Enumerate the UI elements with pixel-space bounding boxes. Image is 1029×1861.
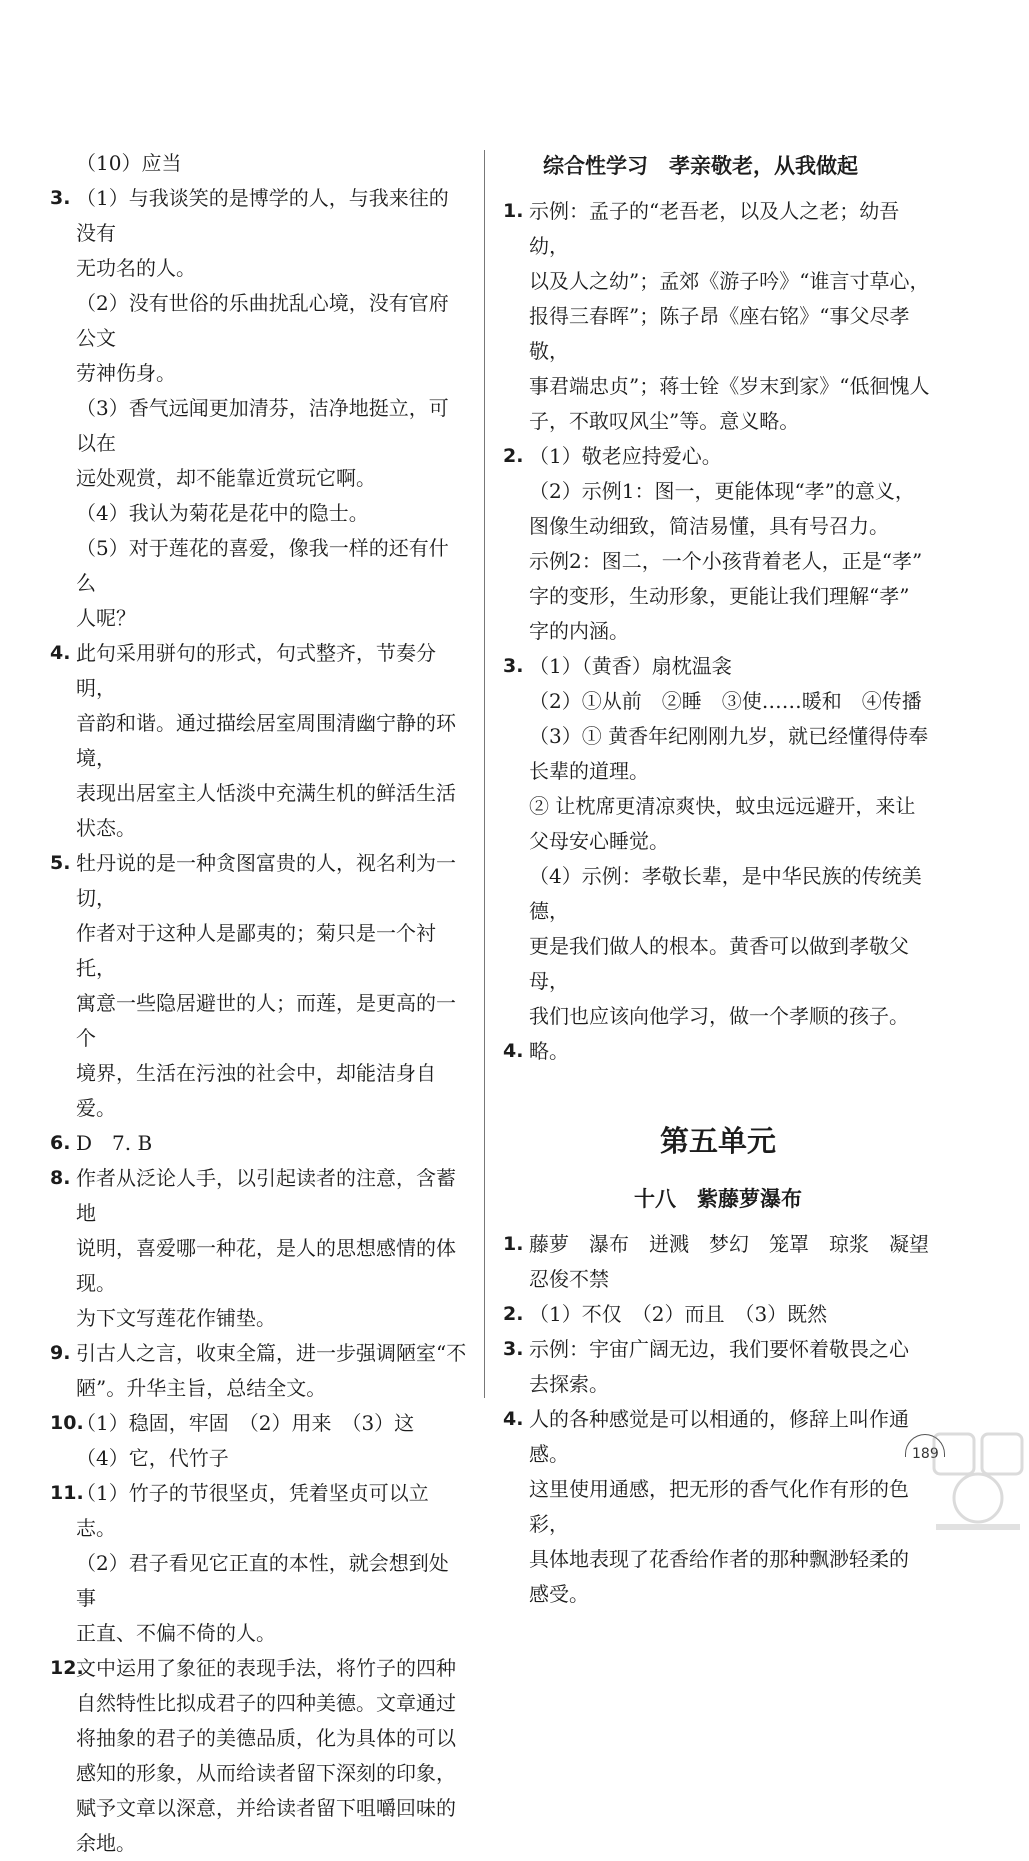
answer-number: 3. xyxy=(503,1338,524,1360)
answer-line: 忍俊不禁 xyxy=(529,1267,609,1291)
answer-line: ② 让枕席更清凉爽快，蚊虫远远避开，来让 xyxy=(529,794,916,818)
answer-line: 说明，喜爱哪一种花，是人的思想感情的体现。 xyxy=(76,1236,456,1295)
answer-line: （5）对于莲花的喜爱，像我一样的还有什么 xyxy=(76,536,449,595)
answer-number: 8. xyxy=(50,1167,71,1189)
answer-line: 长辈的道理。 xyxy=(529,759,649,783)
answer-line: 我们也应该向他学习，做一个孝顺的孩子。 xyxy=(529,1004,909,1028)
answer-line: 此句采用骈句的形式，句式整齐，节奏分明， xyxy=(76,641,436,700)
answer-line: 人呢？ xyxy=(76,606,136,630)
answer-line: （3）香气远闻更加清芬，洁净地挺立，可以在 xyxy=(76,396,449,455)
answer-line: （10）应当 xyxy=(76,151,182,175)
answer-line: 文中运用了象征的表现手法，将竹子的四种 xyxy=(76,1656,456,1680)
answer-line: 字的内涵。 xyxy=(529,619,629,643)
lesson-title: 十八 紫藤萝瀑布 xyxy=(634,1187,802,1211)
answer-line: 这里使用通感，把无形的香气化作有形的色彩， xyxy=(529,1477,909,1536)
answer-item xyxy=(503,1227,933,1297)
answer-number: 1. xyxy=(503,200,524,222)
answer-line: 状态。 xyxy=(76,816,136,840)
answer-item xyxy=(50,1161,468,1336)
answer-line: （4）示例：孝敬长辈，是中华民族的传统美德， xyxy=(529,864,922,923)
answer-line: 无功名的人。 xyxy=(76,256,196,280)
answer-line: 境界，生活在污浊的社会中，却能洁身自爱。 xyxy=(76,1061,436,1120)
answer-number: 3. xyxy=(503,655,524,677)
answer-line: 表现出居室主人恬淡中充满生机的鲜活生活 xyxy=(76,781,456,805)
answer-line: 将抽象的君子的美德品质，化为具体的可以 xyxy=(76,1726,456,1750)
answer-line: 自然特性比拟成君子的四种美德。文章通过 xyxy=(76,1691,456,1715)
answer-item xyxy=(50,1406,468,1476)
answer-item xyxy=(50,1126,468,1161)
answer-line: （1）与我谈笑的是博学的人，与我来往的没有 xyxy=(76,186,449,245)
answer-line: 具体地表现了花香给作者的那种飘渺轻柔的 xyxy=(529,1547,909,1571)
answer-line: （1）竹子的节很坚贞，凭着坚贞可以立志。 xyxy=(76,1481,429,1540)
answer-line: 作者对于这种人是鄙夷的；菊只是一个衬托， xyxy=(76,921,436,980)
answer-item xyxy=(50,146,468,181)
answer-item xyxy=(503,649,933,1034)
column-divider xyxy=(484,150,485,1398)
answer-line: （1）稳固，牢固 （2）用来 （3）这 xyxy=(76,1411,415,1435)
answer-number: 11. xyxy=(50,1482,84,1504)
answer-item xyxy=(50,636,468,846)
answer-line: 正直、不偏不倚的人。 xyxy=(76,1621,276,1645)
answer-item xyxy=(503,1297,933,1332)
answer-line: 父母安心睡觉。 xyxy=(529,829,669,853)
answer-number: 4. xyxy=(50,642,71,664)
answer-line: 略。 xyxy=(529,1039,569,1063)
answer-item xyxy=(503,194,933,439)
watermark-logo xyxy=(930,1430,1026,1534)
answer-line: 去探索。 xyxy=(529,1372,609,1396)
answer-line: 余地。 xyxy=(76,1831,136,1855)
left-column xyxy=(50,146,468,1861)
answer-line: 示例：宇宙广阔无边，我们要怀着敬畏之心 xyxy=(529,1337,909,1361)
answer-number: 4. xyxy=(503,1040,524,1062)
answer-line: （2）君子看见它正直的本性，就会想到处事 xyxy=(76,1551,449,1610)
lesson-answers xyxy=(503,1227,933,1612)
answer-line: 示例2：图二，一个小孩背着老人，正是“孝” xyxy=(529,549,923,573)
unit-title: 第五单元 xyxy=(659,1124,776,1158)
answer-line: 引古人之言，收束全篇，进一步强调陋室“不 xyxy=(76,1341,467,1365)
answer-line: 以及人之幼”；孟郊《游子吟》“谁言寸草心， xyxy=(529,269,930,293)
answer-line: 音韵和谐。通过描绘居室周围清幽宁静的环境， xyxy=(76,711,456,770)
answer-number: 4. xyxy=(503,1408,524,1430)
answer-number: 10. xyxy=(50,1412,84,1434)
answer-line: 赋予文章以深意，并给读者留下咀嚼回味的 xyxy=(76,1796,456,1820)
answer-number: 12. xyxy=(50,1657,84,1679)
answer-line: 为下文写莲花作铺垫。 xyxy=(76,1306,276,1330)
answer-line: 牡丹说的是一种贪图富贵的人，视名利为一切， xyxy=(76,851,456,910)
section-title: 综合性学习 孝亲敬老，从我做起 xyxy=(543,154,858,178)
answer-item xyxy=(50,181,468,636)
answer-line: 藤萝 瀑布 迸溅 梦幻 笼罩 琼浆 凝望 xyxy=(529,1232,929,1256)
right-column xyxy=(503,146,933,1612)
answer-line: 作者从泛论人手，以引起读者的注意，含蓄地 xyxy=(76,1166,456,1225)
answer-line: （1）不仅 （2）而且 （3）既然 xyxy=(529,1302,828,1326)
answer-line: 子，不敢叹风尘”等。意义略。 xyxy=(529,409,800,433)
answer-number: 1. xyxy=(503,1233,524,1255)
answer-number: 9. xyxy=(50,1342,71,1364)
answer-line: （2）没有世俗的乐曲扰乱心境，没有官府公文 xyxy=(76,291,449,350)
answer-line: （4）它，代竹子 xyxy=(76,1446,229,1470)
answer-number: 6. xyxy=(50,1132,71,1154)
answer-item xyxy=(50,846,468,1126)
answer-line: （2）示例1：图一，更能体现“孝”的意义， xyxy=(529,479,915,503)
answer-line: （3）① 黄香年纪刚刚九岁，就已经懂得侍奉 xyxy=(529,724,929,748)
section-answers xyxy=(503,194,933,1069)
answer-line: 示例：孟子的“老吾老，以及人之老；幼吾幼， xyxy=(529,199,900,258)
answer-number: 5. xyxy=(50,852,71,874)
answer-line: 更是我们做人的根本。黄香可以做到孝敬父母， xyxy=(529,934,909,993)
answer-item xyxy=(503,1402,933,1612)
answer-item xyxy=(50,1476,468,1651)
answer-line: 远处观赏，却不能靠近赏玩它啊。 xyxy=(76,466,376,490)
answer-item xyxy=(50,1651,468,1861)
answer-line: （1）（黄香）扇枕温衾 xyxy=(529,654,732,678)
answer-line: 字的变形，生动形象，更能让我们理解“孝” xyxy=(529,584,910,608)
answer-item xyxy=(503,1034,933,1069)
answer-line: （2）①从前 ②睡 ③使……暖和 ④传播 xyxy=(529,689,922,713)
answer-line: （4）我认为菊花是花中的隐士。 xyxy=(76,501,369,525)
answer-line: D 7. B xyxy=(76,1131,153,1155)
answer-line: 感受。 xyxy=(529,1582,589,1606)
answer-number: 2. xyxy=(503,445,524,467)
answer-number: 2. xyxy=(503,1303,524,1325)
answer-line: 感知的形象，从而给读者留下深刻的印象， xyxy=(76,1761,456,1785)
answer-number: 3. xyxy=(50,187,71,209)
answer-item xyxy=(503,439,933,649)
answer-item xyxy=(50,1336,468,1406)
answer-line: 劳神伤身。 xyxy=(76,361,176,385)
answer-line: 报得三春晖”；陈子昂《座右铭》“事父尽孝敬， xyxy=(529,304,910,363)
answer-line: 人的各种感觉是可以相通的，修辞上叫作通感。 xyxy=(529,1407,909,1466)
answer-line: 陋”。升华主旨，总结全文。 xyxy=(76,1376,327,1400)
answer-item xyxy=(503,1332,933,1402)
answer-line: 图像生动细致，简洁易懂，具有号召力。 xyxy=(529,514,889,538)
answer-line: 寓意一些隐居避世的人；而莲，是更高的一个 xyxy=(76,991,456,1050)
answer-line: 事君端忠贞”；蒋士铨《岁末到家》“低徊愧人 xyxy=(529,374,930,398)
page-number: 189 xyxy=(912,1446,939,1462)
answer-line: （1）敬老应持爱心。 xyxy=(529,444,722,468)
